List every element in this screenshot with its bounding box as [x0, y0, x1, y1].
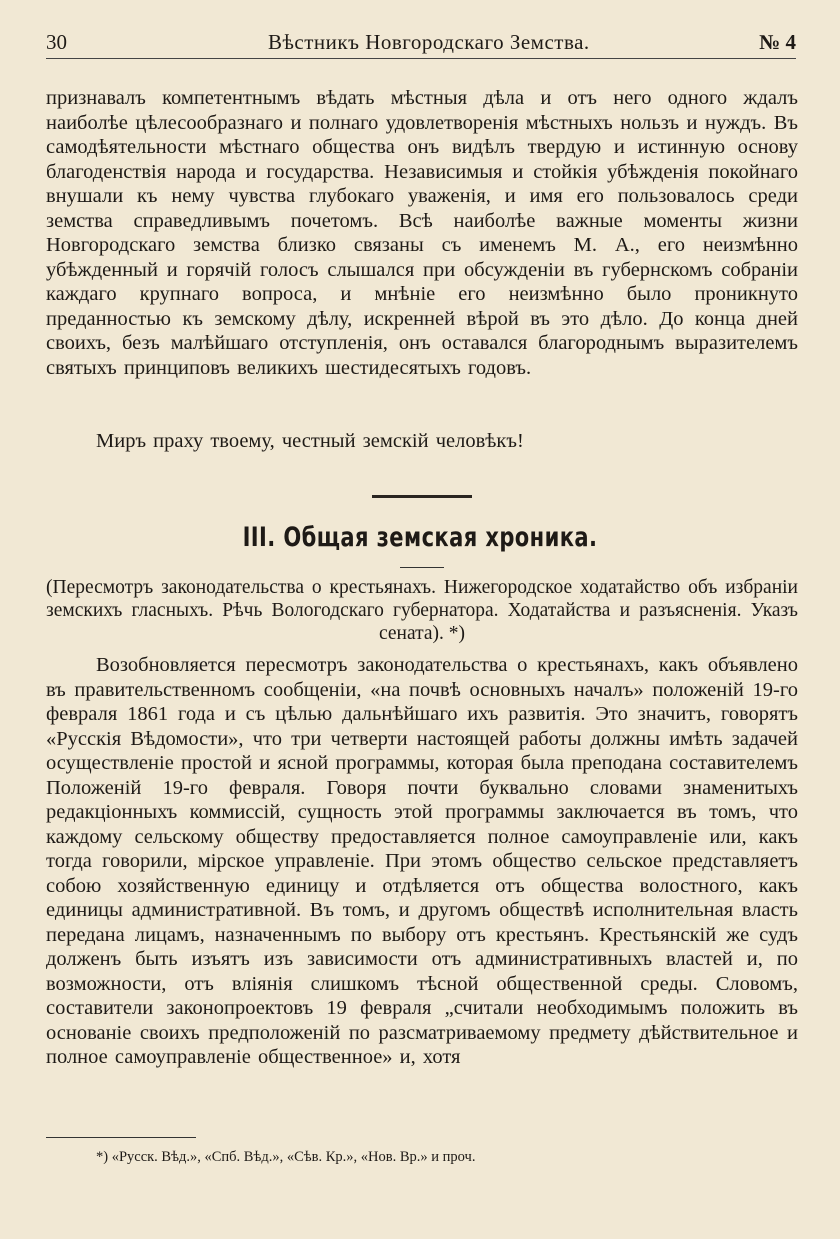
issue-number: № 4	[759, 30, 796, 54]
page-header	[46, 30, 796, 60]
paragraph-farewell: Миръ праху твоему, честный земскій человѣкъ!	[96, 430, 524, 452]
paragraph-obituary-end: признавалъ компетентнымъ вѣдать мѣстныя дѣла и отъ него одного ждалъ наиболѣе цѣлесообразнаго и полнаго удовлетворенія мѣстныхъ нользъ и нуждъ. Въ самодѣятельности мѣстнаго общества онъ видѣлъ твердую и истинную основу благоденствія народа и государства. Независимыя и стойкія убѣжденія покойнаго внушали къ нему чувства глубокаго уваженія, и имя его пользовалось среди земства справедливымъ почетомъ. Всѣ наиболѣе важные моменты жизни Новгородскаго земства близко связаны съ именемъ М. А., его неизмѣнно убѣжденный и горячій голосъ слышался при обсужденіи въ губернскомъ собраніи каждаго крупнаго вопроса, и мнѣніе его неизмѣнно было проникнуто преданностью къ земскому дѣлу, искренней вѣрой въ это дѣло. До конца дней своихъ, безъ малѣйшаго отступленія, онъ оставался благороднымъ выразителемъ святыхъ принциповъ великихъ шестидесятыхъ годовъ.	[46, 87, 798, 379]
footnote-rule	[46, 1137, 196, 1138]
section-separator	[372, 495, 472, 498]
section-summary: (Пересмотръ законодательства о крестьянахъ. Нижегородское ходатайство объ избраніи земскихъ гласныхъ. Рѣчь Вологодскаго губернатора. Ходатайства и разъясненія. Указъ сената). *)	[46, 577, 798, 644]
title-underline	[400, 567, 444, 568]
footnote: *) «Русск. Вѣд.», «Спб. Вѣд.», «Сѣв. Кр.», «Нов. Вр.» и проч.	[96, 1149, 476, 1165]
paragraph-chronicle: Возобновляется пересмотръ законодательства о крестьянахъ, какъ объявлено въ правительственномъ сообщеніи, «на почвѣ основныхъ началъ» положеній 19-го февраля 1861 года и съ цѣлью дальнѣйшаго ихъ развитія. Это значитъ, говорятъ «Русскія Вѣдомости», что три четверти настоящей работы должны имѣть задачей осуществленіе простой и ясной программы, которая была преподана составителемъ Положеній 19-го февраля. Говоря почти буквально словами знаменитыхъ редакціонныхъ коммиссій, сущность этой программы заключается въ томъ, что каждому сельскому обществу предоставляется полное самоуправленіе или, какъ тогда говорили, мірское управленіе. При этомъ общество сельское представляетъ собою хозяйственную единицу и отдѣляется отъ общества волостного, какъ единицы административной. Въ томъ, и другомъ обществѣ исполнительная власть передана лицамъ, назначеннымъ по выбору отъ крестьянъ. Крестьянскій же судъ долженъ быть изъятъ изъ зависимости отъ административныхъ властей и, по возможности, отъ вліянія слишкомъ тѣсной общественной среды. Словомъ, составители законопроектовъ 19 февраля „считали необходимымъ положить въ основаніе своихъ предположеній по разсматриваемому предмету дѣйствительное и полное самоуправленіе общественное» и, хотя	[46, 654, 798, 1068]
journal-title: Вѣстникъ Новгородскаго Земства.	[268, 30, 590, 54]
section-title: III. Общая земская хроника.	[242, 522, 598, 553]
page-number: 30	[46, 30, 67, 54]
header-rule	[46, 58, 796, 59]
